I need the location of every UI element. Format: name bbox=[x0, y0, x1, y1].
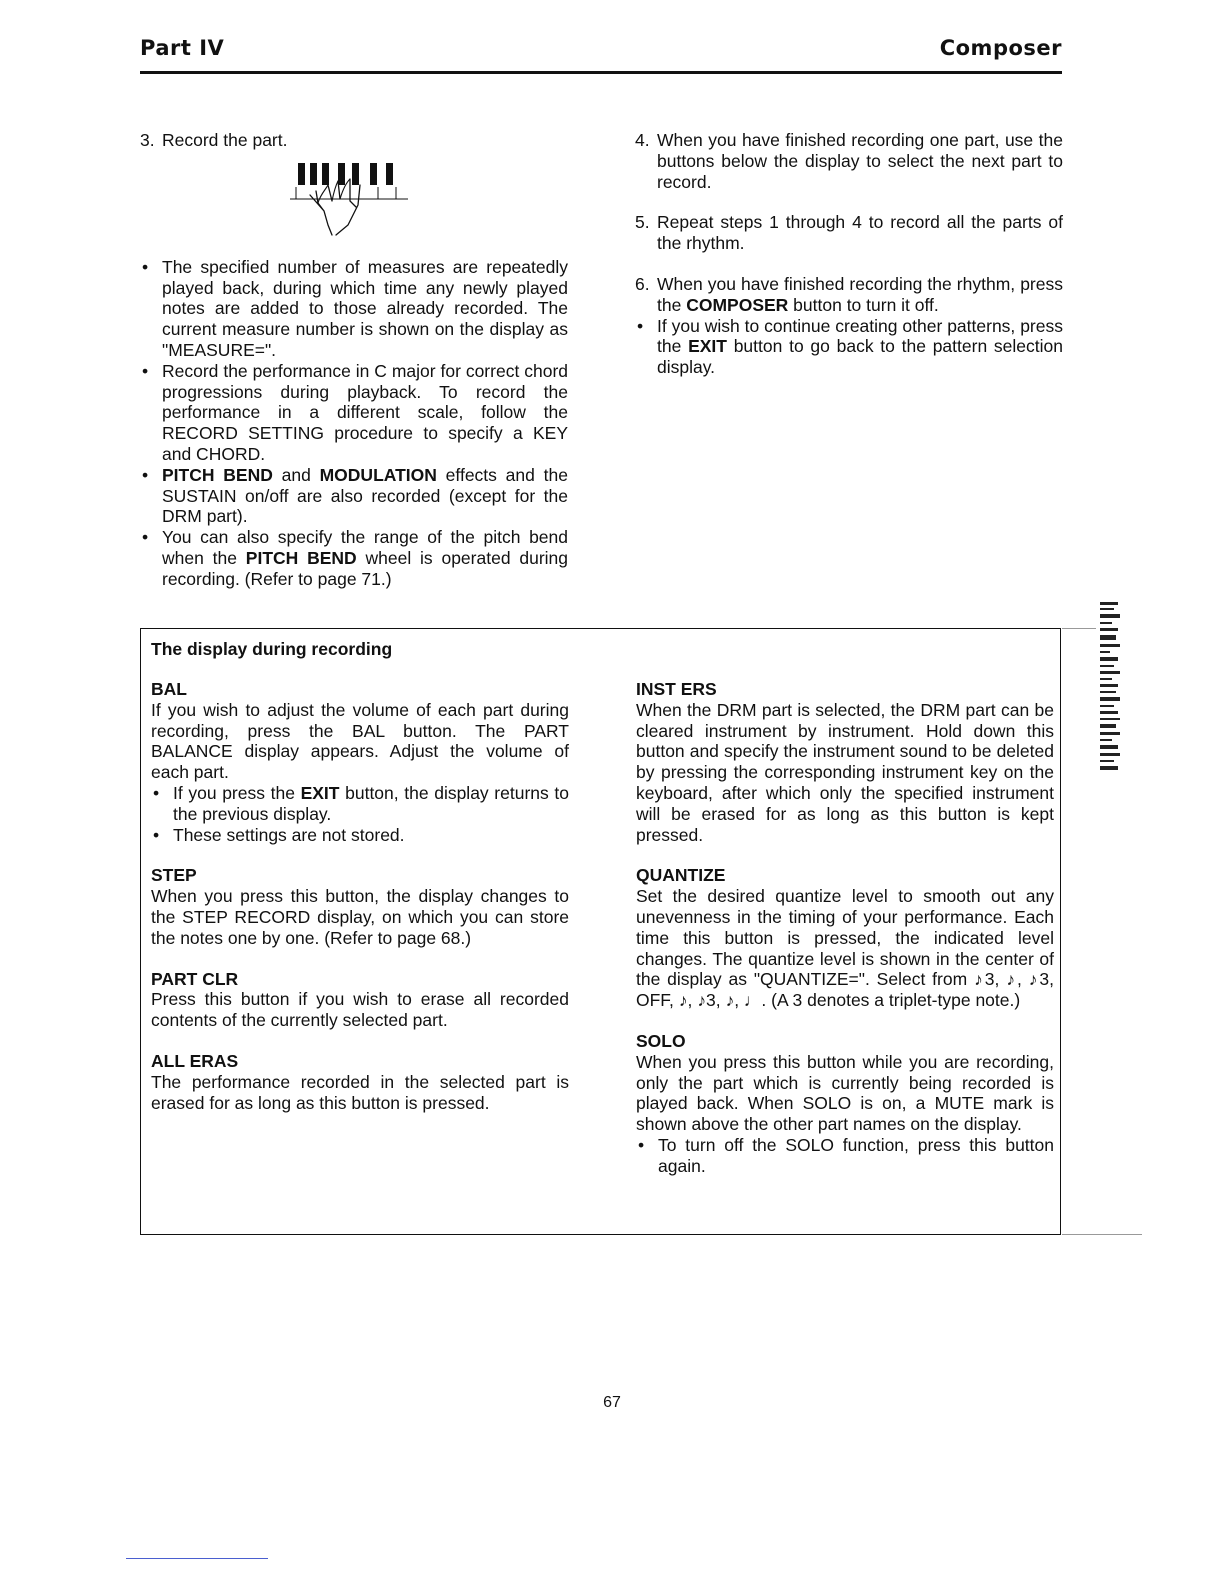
step-3 bbox=[140, 130, 568, 151]
solo-notes bbox=[636, 1135, 1054, 1177]
step-number: 6. bbox=[635, 273, 650, 294]
scan-edge-line bbox=[126, 1558, 268, 1559]
step-6-notes bbox=[635, 316, 1063, 378]
step-text: When you have finished recording one part, use the buttons below the display to select the next part to record. bbox=[657, 130, 1063, 192]
list-item: • If you wish to continue creating other patterns, press the EXIT button to go back to the pattern selection display. bbox=[635, 316, 1063, 378]
hand-on-keyboard-illustration bbox=[288, 155, 428, 247]
section-step bbox=[151, 865, 569, 948]
box-right-column bbox=[636, 679, 1054, 1197]
section-heading: ALL ERAS bbox=[151, 1050, 239, 1071]
step-text: Record the part. bbox=[162, 130, 288, 150]
step-text: When you have finished recording the rhythm, press the COMPOSER button to turn it off. bbox=[657, 273, 1063, 315]
section-inst-ers bbox=[636, 679, 1054, 845]
scan-mark-graphic bbox=[1098, 598, 1132, 778]
scan-line bbox=[1062, 628, 1096, 629]
section-heading: INST ERS bbox=[636, 679, 717, 699]
bal-notes bbox=[151, 783, 569, 845]
box-left-column bbox=[151, 679, 569, 1133]
step-number: 5. bbox=[635, 212, 650, 233]
section-text: When you press this button while you are recording, only the part which is currently being recorded is played back. When SOLO is on, a MUTE mark is shown above the other part names on the display. bbox=[636, 1051, 1054, 1135]
section-bal bbox=[151, 679, 569, 845]
running-header-part: Part IV bbox=[140, 36, 225, 60]
section-heading: QUANTIZE bbox=[636, 865, 726, 886]
recording-display-box bbox=[140, 628, 1061, 1235]
section-heading: SOLO bbox=[636, 1030, 686, 1051]
section-quantize bbox=[636, 865, 1054, 1011]
list-item: • PITCH BEND and MODULATION effects and the SUSTAIN on/off are also recorded (except for the DRM part). bbox=[140, 465, 568, 527]
running-header-chapter: Composer bbox=[939, 36, 1062, 60]
section-heading: STEP bbox=[151, 865, 197, 886]
header-rule bbox=[140, 71, 1062, 74]
step-number: 4. bbox=[635, 130, 650, 150]
list-item: • The specified number of measures are repeatedly played back, during which time any newly played notes are added to those already recorded. The current measure number is shown on the display as "MEASURE=". bbox=[140, 257, 568, 361]
section-all-eras bbox=[151, 1051, 569, 1113]
left-column bbox=[140, 130, 568, 590]
section-heading: PART CLR bbox=[151, 968, 239, 989]
section-text: When you press this button, the display changes to the STEP RECORD display, on which you can store the notes one by one. (Refer to page 68.) bbox=[151, 886, 569, 948]
box-title: The display during recording bbox=[151, 639, 393, 659]
list-item: • To turn off the SOLO function, press this button again. bbox=[636, 1135, 1054, 1177]
section-heading: BAL bbox=[151, 679, 187, 699]
section-text: Press this button if you wish to erase all recorded contents of the currently selected part. bbox=[151, 989, 569, 1031]
recording-notes-list bbox=[140, 257, 568, 590]
step-number: 3. bbox=[140, 130, 155, 150]
step-6 bbox=[635, 274, 1063, 316]
page-number: 67 bbox=[603, 1394, 621, 1411]
section-solo bbox=[636, 1031, 1054, 1177]
list-item: • If you press the EXIT button, the display returns to the previous display. bbox=[151, 783, 569, 825]
section-text: The performance recorded in the selected part is erased for as long as this button is pressed. bbox=[151, 1071, 569, 1113]
scan-line bbox=[1062, 1234, 1142, 1235]
section-text: If you wish to adjust the volume of each part during recording, press the BAL button. The PART BALANCE display appears. Adjust the volume of each part. bbox=[151, 699, 569, 783]
section-text: Set the desired quantize level to smooth out any unevenness in the timing of your performance. Each time this button is pressed, the indicated level changes. The quantize level is shown in the center of the display as "QUANTIZE=". Select from ♪3, ♪, ♪3, OFF, ♪, ♪3, ♪, ♩. (A 3 denotes a triplet-type note.) bbox=[636, 886, 1054, 1011]
step-4 bbox=[635, 130, 1063, 192]
list-item: • You can also specify the range of the pitch bend when the PITCH BEND wheel is operated during recording. (Refer to page 71.) bbox=[140, 527, 568, 589]
list-item: • Record the performance in C major for correct chord progressions during playback. To record the performance in a different scale, follow the RECORD SETTING procedure to specify a KEY and CHORD. bbox=[140, 361, 568, 465]
right-column bbox=[635, 130, 1063, 378]
section-part-clr bbox=[151, 969, 569, 1031]
list-item: • These settings are not stored. bbox=[151, 825, 569, 846]
section-text: When the DRM part is selected, the DRM part can be cleared instrument by instrument. Hold down this button and specify the instrument sound to be deleted by pressing the corresponding instrument key on the keyboard, after which only the specified instrument will be erased for as long as this button is kept pressed. bbox=[636, 699, 1054, 845]
step-5 bbox=[635, 212, 1063, 254]
step-text: Repeat steps 1 through 4 to record all the parts of the rhythm. bbox=[657, 212, 1063, 254]
